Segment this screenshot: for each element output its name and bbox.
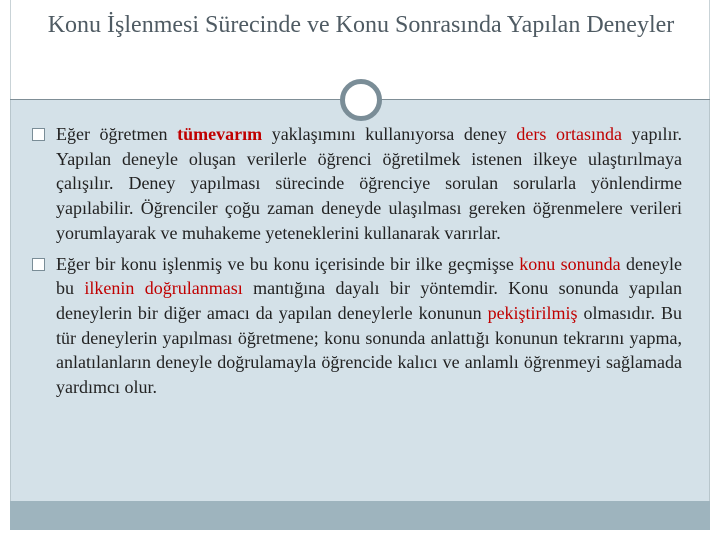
- square-bullet-icon: [32, 258, 45, 271]
- bullet-item-1: [32, 122, 682, 246]
- bullet-2-emphasis-konu-sonunda: konu sonunda: [519, 253, 621, 274]
- bullet-2-segment-1: Eğer bir konu işlenmiş ve bu konu içerisinde bir ilke geçmişse: [56, 253, 520, 274]
- bullet-2-emphasis-pekistirilmis: pekiştirilmiş: [487, 302, 578, 323]
- bullet-1-segment-1: Eğer öğretmen: [56, 124, 178, 144]
- bullet-2-segment-3: deneyle bu: [56, 253, 683, 299]
- ring-ornament-inner: [347, 86, 375, 114]
- bullet-list: [32, 122, 682, 406]
- bullet-1-emphasis-tumevarim: tümevarım: [177, 124, 263, 144]
- square-bullet-icon: [32, 128, 45, 141]
- title-divider-left: [10, 99, 341, 100]
- ring-ornament-icon: [340, 79, 382, 121]
- bullet-1-segment-5: yapılır. Yapılan deneyle oluşan verilerle öğrenci öğretilmek istenen ilkeye ulaştırılmaya çalışılır. Deney yapılması sürecinde öğrenciye sorulan sorularla yönlendirme yapılabilir. Öğrenciler çoğu zaman deneyde ulaşılması gereken öğrenmelere verileri yorumlayarak ve muhakeme yeteneklerini kullanarak varırlar.: [56, 124, 683, 243]
- footer-bar: [10, 501, 710, 530]
- bullet-1-emphasis-ders-ortasinda: ders ortasında: [516, 124, 622, 144]
- bullet-2-segment-7: olmasıdır. Bu tür deneylerin yapılması öğretmene; konu sonunda anlattığı konunun tekrarını yapma, anlatılanların deneyle doğrulamayla öğrencide kalıcı ve anlamlı öğrenmeyi sağlamada yardımcı olur.: [56, 302, 682, 398]
- bullet-item-2: [32, 252, 682, 400]
- bullet-2-segment-5: mantığına dayalı bir yöntemdir. Konu sonunda yapılan deneylerin bir diğer amacı da yapılan deneylerle konunun: [56, 278, 682, 323]
- bullet-1-segment-3: yaklaşımını kullanıyorsa deney: [262, 124, 517, 144]
- title-divider-right: [381, 99, 710, 100]
- slide-title: Konu İşlenmesi Sürecinde ve Konu Sonrasında Yapılan Deneyler: [47, 12, 675, 38]
- bullet-2-emphasis-ilkenin-dogrulanmasi: ilkenin doğrulanması: [84, 278, 243, 299]
